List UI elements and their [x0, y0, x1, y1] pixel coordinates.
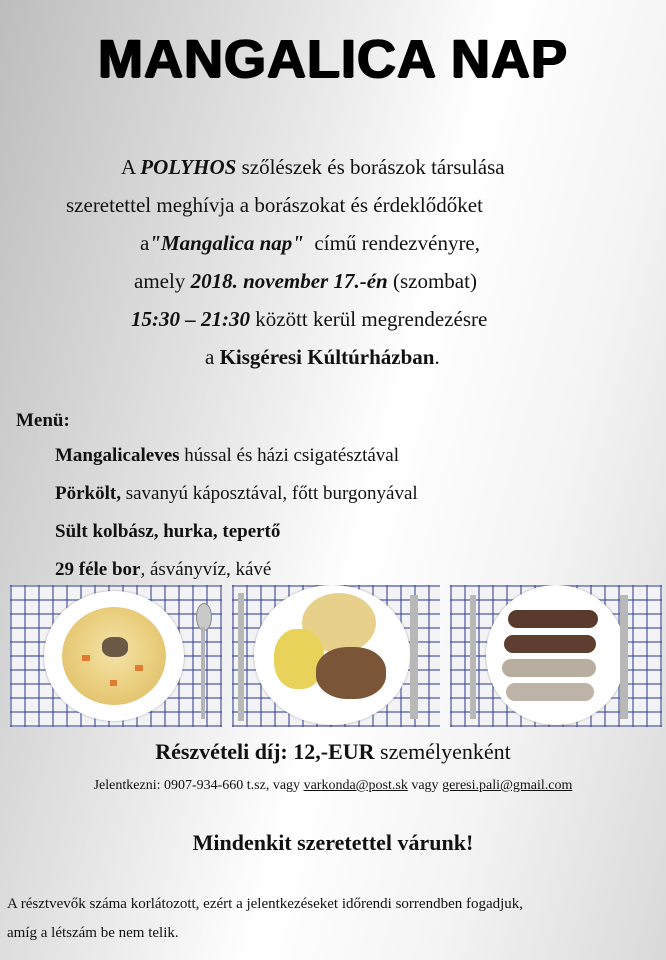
intro-line-5 — [131, 307, 487, 332]
event-date: 2018. november 17.-én — [190, 269, 388, 293]
contact-info — [0, 778, 666, 794]
intro-text: szőlészek és borászok társulása — [236, 155, 505, 179]
carrot-piece — [110, 680, 117, 686]
menu-item-desc: hússal és házi csigatésztával — [179, 445, 400, 466]
email-link-1[interactable]: varkonda@post.sk — [303, 778, 408, 793]
carrot-piece — [135, 665, 143, 671]
poster-title: MANGALICA NAP — [98, 29, 568, 89]
intro-text: A — [121, 155, 141, 179]
note-line-1: A résztvevők száma korlátozott, ezért a jelentkezéseket időrendi sorrendben fogadjuk, — [7, 896, 524, 912]
menu-item-name: Sült kolbász, hurka, tepertő — [55, 521, 281, 542]
contact-separator: vagy — [407, 778, 443, 793]
carrot-piece — [82, 655, 90, 661]
intro-text: a — [205, 345, 220, 369]
fork-icon — [620, 595, 628, 719]
knife-icon — [470, 595, 476, 719]
porkolt-photo — [232, 585, 440, 727]
event-name: "Mangalica nap" — [149, 231, 304, 255]
sausage-photo — [450, 585, 662, 727]
menu-item-desc: savanyú káposztával, főtt burgonyával — [120, 483, 418, 504]
contact-phone: Jelentkezni: 0907-934-660 t.sz, vagy — [93, 778, 304, 793]
email-link-2[interactable]: geresi.pali@gmail.com — [442, 778, 573, 793]
intro-line-4 — [134, 269, 477, 294]
participation-fee — [0, 739, 666, 765]
menu-item — [55, 521, 280, 543]
menu-item — [55, 483, 418, 505]
intro-text: között kerül megrendezésre — [250, 307, 488, 331]
menu-item — [55, 559, 271, 581]
intro-text: amely — [134, 269, 191, 293]
liver-sausage — [506, 683, 594, 701]
welcome-message: Mindenkit szeretettel várunk! — [192, 830, 474, 855]
intro-line-3 — [140, 231, 480, 256]
menu-item-name: Pörkölt, — [55, 483, 121, 504]
soup-photo — [10, 585, 222, 727]
menu-item — [55, 445, 399, 467]
organizer-name: POLYHOS — [140, 155, 237, 179]
note-line-2: amíg a létszám be nem telik. — [7, 925, 179, 941]
blood-sausage — [508, 610, 598, 628]
fork-icon — [410, 595, 418, 719]
liver-sausage — [502, 659, 596, 677]
stew-meat — [316, 647, 386, 699]
spoon-handle — [201, 627, 205, 719]
intro-text: a — [140, 231, 150, 255]
menu-item-desc: , ásványvíz, kávé — [140, 559, 272, 580]
menu-heading: Menü: — [16, 410, 70, 431]
intro-text: című rendezvényre, — [303, 231, 481, 255]
menu-item-name: 29 féle bor — [55, 559, 141, 580]
food-photos — [10, 585, 662, 727]
event-venue: Kisgéresi Kúltúrházban — [219, 345, 435, 369]
intro-line-1 — [121, 155, 505, 180]
fee-unit: személyenként — [374, 739, 511, 764]
fee-amount: Részvételi díj: 12,-EUR — [155, 739, 375, 764]
intro-text: . — [434, 345, 440, 369]
menu-item-name: Mangalicaleves — [55, 445, 180, 466]
intro-line-6 — [205, 345, 440, 370]
meat-chunk — [102, 637, 128, 657]
knife-icon — [238, 593, 244, 721]
intro-text: (szombat) — [387, 269, 477, 293]
event-time: 15:30 – 21:30 — [131, 307, 250, 331]
capacity-note — [7, 890, 523, 948]
sausage-plate — [486, 585, 626, 725]
blood-sausage — [504, 635, 596, 653]
intro-line-2: szeretettel meghívja a borászokat és érdeklődőket — [66, 193, 483, 217]
